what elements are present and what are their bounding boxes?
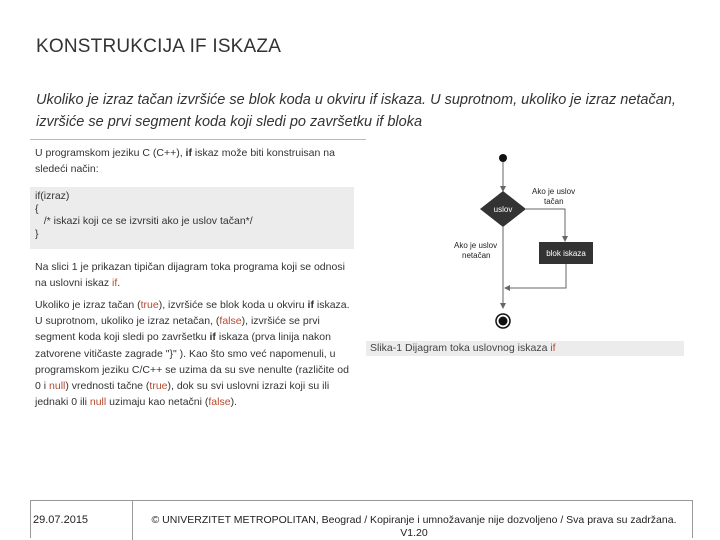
keyword-if: if (209, 331, 216, 344)
footer-copyright (136, 514, 692, 540)
false-branch-label: Ako je uslov (454, 241, 498, 250)
flowchart-diagram (440, 145, 600, 335)
keyword-null: null (89, 396, 107, 409)
paragraph-figure-ref: Na slici 1 je prikazan tipičan dijagram toka programa koji se odnosi na uslovni iskaz if. (35, 261, 345, 289)
slide-title: KONSTRUKCIJA IF ISKAZA (36, 36, 282, 57)
condition-label: uslov (493, 205, 513, 214)
statement-block-label: blok iskaza (546, 249, 586, 258)
flow-line-true (526, 209, 565, 241)
false-branch-label-2: netačan (462, 251, 491, 260)
true-branch-label: Ako je uslov (532, 187, 576, 196)
keyword-if: if (185, 147, 192, 159)
figure-caption: Slika-1 Dijagram toka uslovnog iskaza if (366, 341, 684, 356)
version-line: V1.20 (400, 527, 428, 539)
paragraph-explanation: Ukoliko je izraz tačan (true), izvršiće se blok koda u okviru if iskaza. U suprotnom, ukoliko je izraz netačan, (false), izvršiće se prvi segment koda koji sledi po završetku if iskaza (prva linija nakon zatvorene vitičaste zagrade "}" ). Kao što smo već napomenuli, u programskom jeziku C/C++ se uzima da su sve nenulte (različite od 0 i null) vrednosti tačne (true), dok su svi uslovni izrazi koji su ili jednaki 0 ili null uzimaju kao netačni (false). (35, 299, 350, 409)
code-line: } (35, 227, 39, 240)
keyword-if: if (112, 277, 118, 289)
keyword-false: false (208, 396, 231, 409)
keyword-if: if (550, 342, 556, 354)
code-block (30, 187, 354, 249)
intro-text: Ukoliko je izraz tačan izvršiće se blok koda u okviru if iskaza. U suprotnom, ukoliko je izraz netačan, izvršiće se prvi segment koda koji sledi po završetku if bloka (36, 92, 676, 130)
footer-divider (132, 500, 133, 540)
keyword-true: true (149, 380, 168, 393)
code-line: if(izraz) (35, 190, 70, 202)
keyword-false: false (219, 315, 242, 328)
intro-divider (30, 139, 366, 140)
code-line: /* iskazi koji ce se izvrsiti ako je uslov tačan*/ (35, 215, 253, 227)
end-node (499, 317, 508, 326)
code-line: { (35, 202, 39, 215)
start-node (499, 154, 507, 162)
copyright-line: © UNIVERZITET METROPOLITAN, Beograd / Kopiranje i umnožavanje nije dozvoljeno / Sva prava su zadržana. (151, 514, 677, 526)
flow-line-merge (505, 264, 566, 288)
true-branch-label-2: tačan (544, 197, 564, 206)
paragraph-construction: U programskom jeziku C (C++), if iskaz može biti konstruisan na sledeći način: (35, 147, 335, 175)
footer-date: 29.07.2015 (33, 514, 89, 526)
keyword-null: null (49, 380, 66, 393)
keyword-if: if (307, 299, 314, 311)
keyword-true: true (140, 299, 159, 311)
